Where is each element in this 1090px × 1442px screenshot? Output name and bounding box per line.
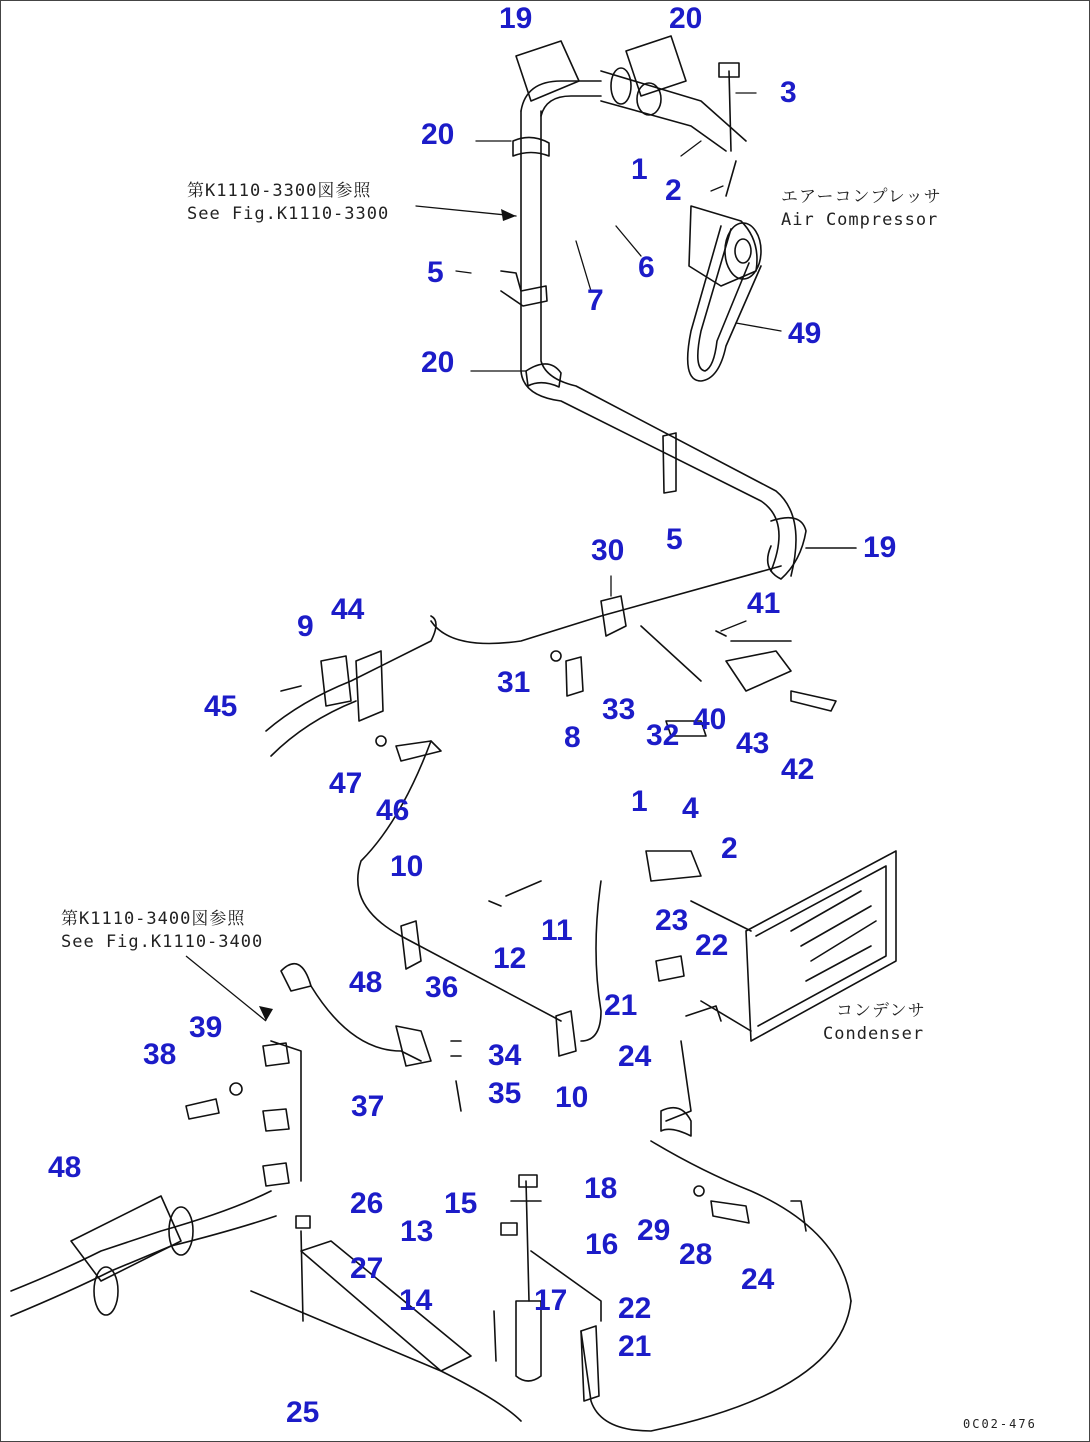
callout-20: 20 xyxy=(421,346,455,379)
callout-5: 5 xyxy=(666,523,683,556)
callout-19: 19 xyxy=(499,2,533,35)
callout-20: 20 xyxy=(421,118,455,151)
callout-24: 24 xyxy=(618,1040,652,1073)
callout-11: 11 xyxy=(541,914,573,947)
ref-note-upper-jp: 第K1110-3300図参照 xyxy=(187,181,372,201)
callout-21: 21 xyxy=(604,989,638,1022)
callout-2: 2 xyxy=(665,174,682,207)
callout-47: 47 xyxy=(329,767,363,800)
arrowhead-upper-ref xyxy=(501,209,516,221)
callout-31: 31 xyxy=(497,666,531,699)
callout-22: 22 xyxy=(695,929,729,962)
callout-18: 18 xyxy=(584,1172,618,1205)
callout-48: 48 xyxy=(349,966,383,999)
arrowhead-lower-ref xyxy=(259,1006,273,1021)
callout-16: 16 xyxy=(585,1228,619,1261)
callout-5: 5 xyxy=(427,256,444,289)
callout-19: 19 xyxy=(863,531,897,564)
upper-discharge-hose xyxy=(501,36,856,579)
condenser-label-en: Condenser xyxy=(823,1024,925,1044)
callout-45: 45 xyxy=(204,690,238,723)
figure-code: 0C02-476 xyxy=(963,1417,1037,1431)
condenser-label-jp: コンデンサ xyxy=(836,1001,926,1021)
callout-30: 30 xyxy=(591,534,625,567)
callout-17: 17 xyxy=(534,1284,568,1317)
callout-29: 29 xyxy=(637,1214,671,1247)
callout-15: 15 xyxy=(444,1187,478,1220)
callout-44: 44 xyxy=(331,593,365,626)
callout-24: 24 xyxy=(741,1263,775,1296)
callout-28: 28 xyxy=(679,1238,713,1271)
callout-41: 41 xyxy=(747,587,781,620)
callout-10: 10 xyxy=(390,850,424,883)
callout-4: 4 xyxy=(682,792,699,825)
air-compressor xyxy=(688,63,761,381)
callout-49: 49 xyxy=(788,317,822,350)
callout-12: 12 xyxy=(493,942,527,975)
ref-note-lower-en: See Fig.K1110-3400 xyxy=(61,932,264,952)
callout-9: 9 xyxy=(297,610,314,643)
callout-36: 36 xyxy=(425,971,459,1004)
callout-33: 33 xyxy=(602,693,636,726)
callout-25: 25 xyxy=(286,1396,320,1429)
callout-14: 14 xyxy=(399,1284,433,1317)
callout-20: 20 xyxy=(669,2,703,35)
callout-2: 2 xyxy=(721,832,738,865)
compressor-label-jp: エアーコンプレッサ xyxy=(781,187,942,207)
callout-7: 7 xyxy=(587,284,604,317)
callout-35: 35 xyxy=(488,1077,522,1110)
callout-40: 40 xyxy=(693,703,727,736)
callout-22: 22 xyxy=(618,1292,652,1325)
callout-46: 46 xyxy=(376,794,410,827)
ref-note-lower-jp: 第K1110-3400図参照 xyxy=(61,909,246,929)
callout-13: 13 xyxy=(400,1215,434,1248)
callout-38: 38 xyxy=(143,1038,177,1071)
callout-48: 48 xyxy=(48,1151,82,1184)
ref-note-upper-en: See Fig.K1110-3300 xyxy=(187,204,390,224)
compressor-label-en: Air Compressor xyxy=(781,210,939,230)
callout-34: 34 xyxy=(488,1039,522,1072)
callout-3: 3 xyxy=(780,76,797,109)
callout-43: 43 xyxy=(736,727,770,760)
callout-1: 1 xyxy=(631,785,648,818)
callout-37: 37 xyxy=(351,1090,385,1123)
callout-39: 39 xyxy=(189,1011,223,1044)
callout-27: 27 xyxy=(350,1252,384,1285)
callout-6: 6 xyxy=(638,251,655,284)
callout-1: 1 xyxy=(631,153,648,186)
callout-26: 26 xyxy=(350,1187,384,1220)
callout-21: 21 xyxy=(618,1330,652,1363)
callout-10: 10 xyxy=(555,1081,589,1114)
callout-8: 8 xyxy=(564,721,581,754)
callout-42: 42 xyxy=(781,753,815,786)
lower-hose-and-receiver xyxy=(11,881,851,1431)
callout-32: 32 xyxy=(646,719,680,752)
callout-23: 23 xyxy=(655,904,689,937)
